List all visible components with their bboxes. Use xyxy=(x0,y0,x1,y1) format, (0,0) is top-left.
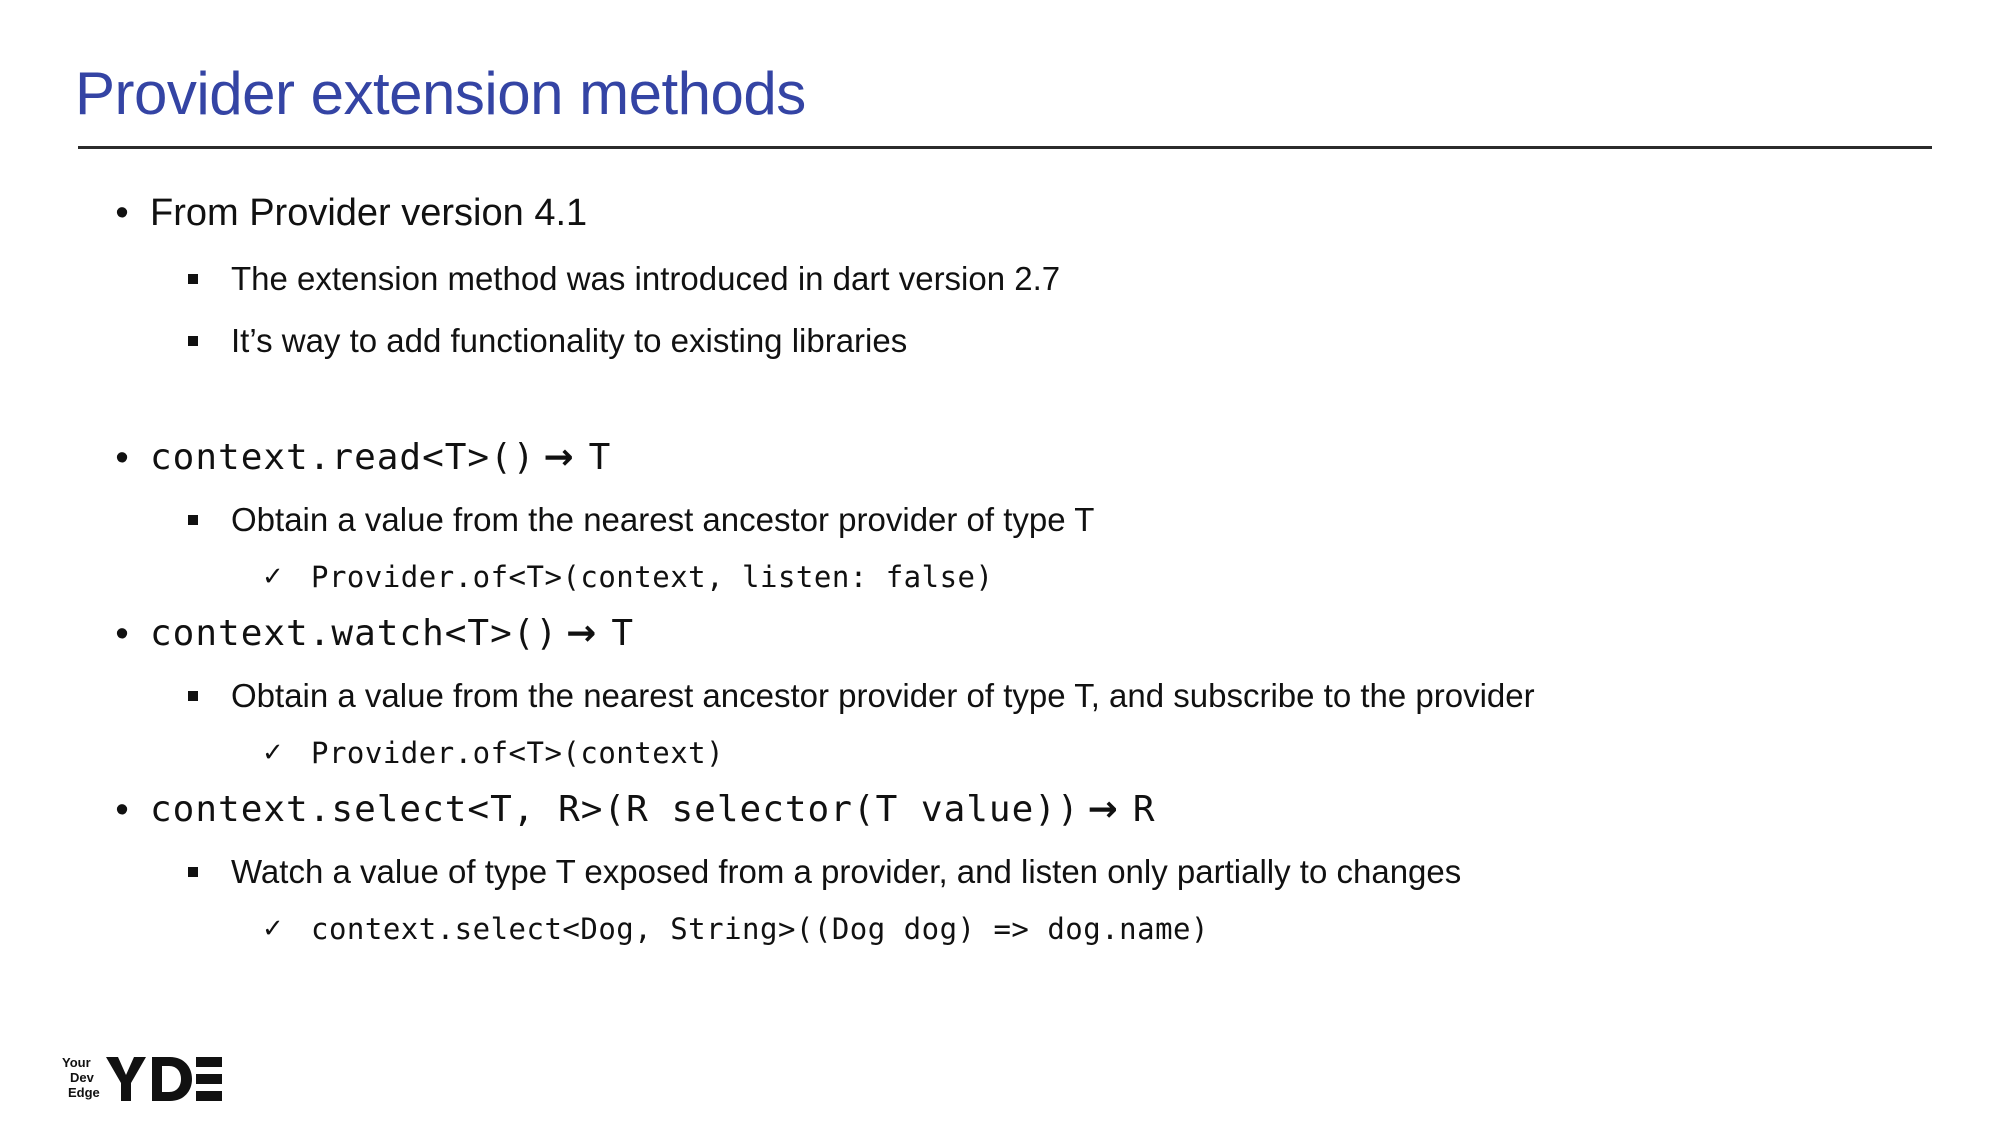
logo-wordmark xyxy=(62,1055,100,1100)
method-call: context.watch<T>() xyxy=(150,613,559,654)
logo-word-edge: Edge xyxy=(68,1085,100,1100)
logo-word-your: Your xyxy=(62,1055,91,1070)
square-bullet-icon xyxy=(188,691,198,701)
square-bullet-icon xyxy=(188,336,198,346)
return-type: R xyxy=(1132,789,1156,830)
bullet-marker: • xyxy=(115,437,129,479)
sub-bullet-text: The extension method was introduced in dart version 2.7 xyxy=(231,260,1061,297)
yde-logo-mark-icon xyxy=(96,1055,222,1103)
code-example: context.select<Dog, String>((Dog dog) => dog.name) xyxy=(311,912,1209,946)
sub-bullet-text: Watch a value of type T exposed from a provider, and listen only partially to changes xyxy=(231,853,1462,890)
slide-title: Provider extension methods xyxy=(75,60,806,127)
arrow-right-icon: → xyxy=(566,613,598,654)
method-call: context.read<T>() xyxy=(150,437,536,478)
code-signature xyxy=(150,611,634,657)
return-type: T xyxy=(588,437,612,478)
bullet-marker: • xyxy=(115,789,129,831)
method-call: context.select<T, R>(R selector(T value)) xyxy=(150,789,1080,830)
square-bullet-icon xyxy=(188,515,198,525)
sub-bullet-text: Obtain a value from the nearest ancestor provider of type T, and subscribe to the provider xyxy=(231,677,1535,714)
checkmark-icon: ✓ xyxy=(262,562,284,592)
title-divider xyxy=(78,146,1932,149)
bullet-marker: • xyxy=(115,613,129,655)
code-example: Provider.of<T>(context) xyxy=(311,736,725,770)
return-type: T xyxy=(611,613,634,654)
sub-bullet-text: It’s way to add functionality to existing libraries xyxy=(231,322,908,359)
code-signature xyxy=(150,435,611,481)
logo-word-dev: Dev xyxy=(70,1070,94,1085)
code-signature xyxy=(150,787,1156,833)
square-bullet-icon xyxy=(188,274,198,284)
sub-bullet-text: Obtain a value from the nearest ancestor provider of type T xyxy=(231,501,1095,538)
checkmark-icon: ✓ xyxy=(262,738,284,768)
checkmark-icon: ✓ xyxy=(262,914,284,944)
code-example: Provider.of<T>(context, listen: false) xyxy=(311,560,994,594)
bullet-marker: • xyxy=(115,192,129,234)
bullet-text: From Provider version 4.1 xyxy=(150,192,588,234)
arrow-right-icon: → xyxy=(1087,789,1119,830)
yde-logo xyxy=(62,1055,222,1103)
square-bullet-icon xyxy=(188,867,198,877)
arrow-right-icon: → xyxy=(543,437,575,478)
